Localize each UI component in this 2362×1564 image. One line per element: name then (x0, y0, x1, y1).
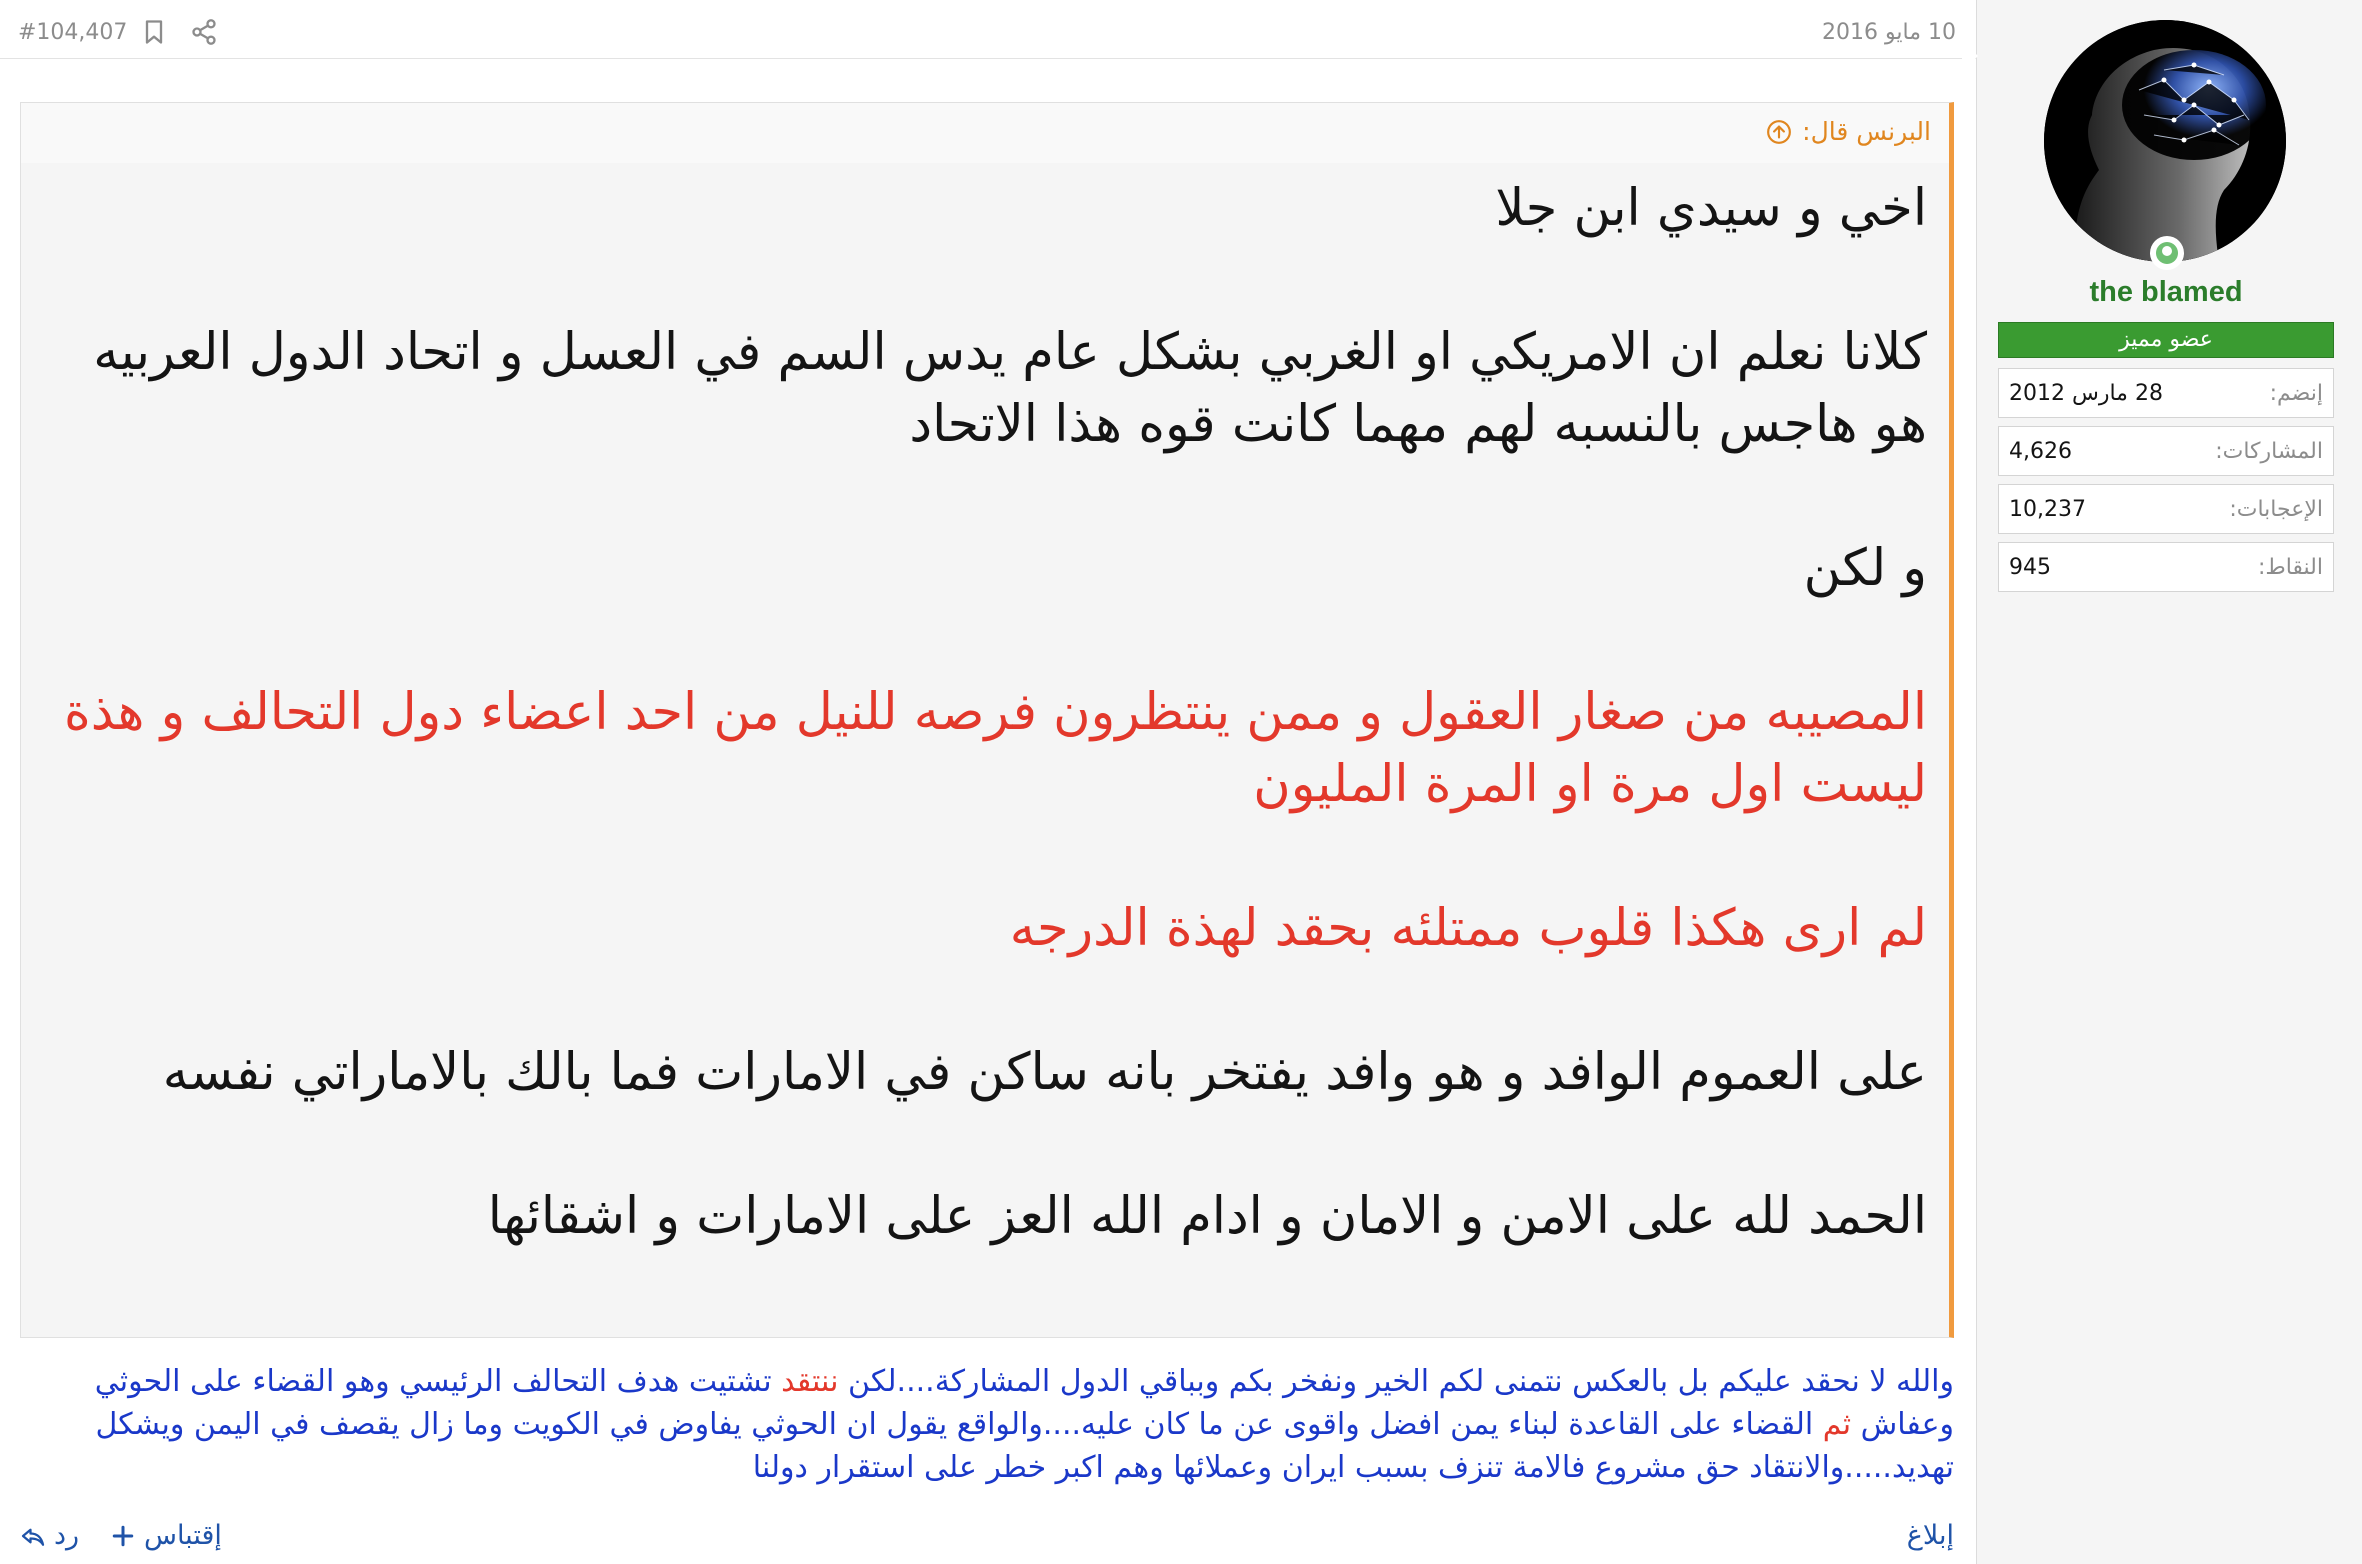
stat-label: الإعجابات: (2229, 497, 2323, 522)
online-status-icon (2150, 236, 2184, 270)
quote-paragraph: كلانا نعلم ان الامريكي او الغربي بشكل عام يدس السم في العسل و اتحاد الدول العربيه هو هاجس بالنسبه لهم مهما كانت قوه هذا الاتحاد (93, 323, 1927, 454)
stat-joined (1998, 368, 2334, 418)
quote-body (61, 173, 1927, 1253)
quote-author[interactable]: البرنس قال: (1802, 117, 1931, 146)
quote-paragraph-highlight: المصيبه من صغار العقول و ممن ينتظرون فرصه للنيل من احد اعضاء دول التحالف و هذة ليست اول مرة او المرة المليون (64, 683, 1927, 814)
quote-paragraph-highlight: لم ارى هكذا قلوب ممتلئه بحقد لهذة الدرجه (1009, 899, 1927, 958)
stat-posts (1998, 426, 2334, 476)
reply-body (70, 1360, 1954, 1489)
stat-value[interactable]: 4,626 (2009, 439, 2072, 464)
stat-label: النقاط: (2257, 555, 2323, 580)
stat-value[interactable]: 945 (2009, 555, 2051, 580)
reply-text: تشتيت هدف التحالف الرئيسي وهو القضاء على الحوثي وعفاش (94, 1364, 1954, 1442)
quote-paragraph: الحمد لله على الامن و الامان و ادام الله العز على الامارات و اشقائها (487, 1187, 1927, 1246)
sidebar-pointer (1962, 40, 1978, 72)
quote-button-label: إقتباس (144, 1520, 222, 1551)
reply-text: القضاء على القاعدة لبناء يمن افضل واقوى عن ما كان عليه....والواقع يقول ان الحوثي يفاوض في الكويت وما زال يقصف في اليمن ويشكل تهديد.....والانتقاد حق مشروع فالامة تنزف بسبب ايران وعملائها وهم اكبر خطر على استقرار دولنا (95, 1407, 1954, 1485)
stat-likes (1998, 484, 2334, 534)
reply-text-highlight: ثم (1822, 1407, 1852, 1442)
stat-points (1998, 542, 2334, 592)
bookmark-icon[interactable] (140, 18, 168, 46)
post-header (0, 0, 1976, 59)
avatar[interactable] (2044, 20, 2286, 262)
quote-button[interactable] (108, 1520, 222, 1551)
quote-paragraph: و لكن (1803, 539, 1927, 598)
reply-button[interactable] (18, 1520, 79, 1551)
quote-paragraph: اخي و سيدي ابن جلا (1495, 179, 1927, 238)
post-footer (0, 1510, 1976, 1560)
reply-arrow-icon (18, 1521, 48, 1551)
reply-button-label: رد (54, 1520, 80, 1551)
stat-label: إنضم: (2269, 381, 2323, 406)
reply-text-highlight: ننتقد (781, 1364, 839, 1399)
stat-value: 28 مارس 2012 (2009, 381, 2163, 406)
share-icon[interactable] (190, 18, 218, 46)
quote-paragraph: على العموم الوافد و هو وافد يفتخر بانه ساكن في الامارات فما بالك بالاماراتي نفسه (162, 1043, 1927, 1102)
arrow-up-circle-icon[interactable] (1766, 119, 1792, 145)
stat-value: 10,237 (2009, 497, 2086, 522)
plus-icon (108, 1521, 138, 1551)
quote-block (20, 102, 1954, 1338)
report-link[interactable]: إبلاغ (1906, 1520, 1954, 1551)
username[interactable]: the blamed (2089, 276, 2243, 308)
user-title-badge: عضو مميز (1998, 322, 2334, 358)
post-number[interactable]: #104,407 (18, 20, 128, 45)
stat-label: المشاركات: (2215, 439, 2323, 464)
reply-text: والله لا نحقد عليكم بل بالعكس نتمنى لكم الخير ونفخر بكم وبباقي الدول المشاركة....لكن (838, 1364, 1954, 1399)
post-date[interactable]: 10 مايو 2016 (1822, 20, 1956, 45)
quote-title (21, 103, 1949, 163)
